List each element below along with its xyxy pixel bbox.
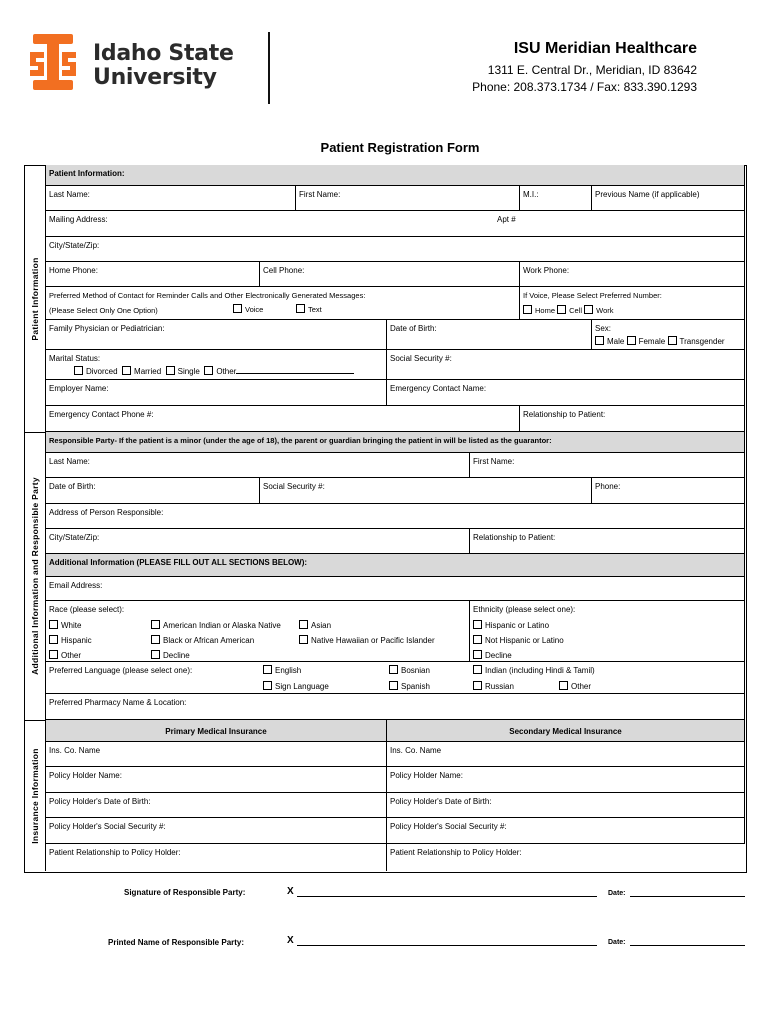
signature-label: Signature of Responsible Party: [124,888,246,897]
female-checkbox[interactable] [627,336,636,345]
signature-line[interactable] [297,896,597,897]
emergency-phone-field[interactable]: Emergency Contact Phone #: [46,406,520,432]
rp-phone-field[interactable]: Phone: [592,478,745,504]
eth-not-option[interactable]: Not Hispanic or Latino [473,635,564,646]
secondary-insurance-header: Secondary Medical Insurance [387,720,745,742]
russian-checkbox[interactable] [473,681,482,690]
header-divider [268,32,270,104]
org-phone-fax: Phone: 208.373.1734 / Fax: 833.390.1293 [472,80,697,94]
text-checkbox[interactable] [296,304,305,313]
english-checkbox[interactable] [263,665,272,674]
additional-info-header: Additional Information (PLEASE FILL OUT ALL SECTIONS BELOW): [46,554,745,577]
rp-last-name-field[interactable]: Last Name: [46,453,470,478]
ethnicity-field: Ethnicity (please select one): Hispanic or Latino Not Hispanic or Latino Decline [470,601,745,662]
lang-english-option[interactable]: English [263,665,301,676]
first-name-field[interactable]: First Name: [296,186,520,211]
race-amind-option[interactable]: American Indian or Alaska Native [151,620,281,631]
org-contact [472,62,697,96]
home-phone-field[interactable]: Home Phone: [46,262,260,287]
patient-info-header: Patient Information: [46,165,745,186]
preferred-contact-field: Preferred Method of Contact for Reminder Calls and Other Electronically Generated Messages: (Please Select Only One Option) Voice Text [46,287,520,320]
race-decline-checkbox[interactable] [151,650,160,659]
rp-dob-field[interactable]: Date of Birth: [46,478,260,504]
sex-female-option[interactable]: Female [627,337,666,346]
printed-date-label: Date: [608,939,626,946]
race-hispanic-option[interactable]: Hispanic [49,635,92,646]
single-checkbox[interactable] [166,366,175,375]
divorced-checkbox[interactable] [74,366,83,375]
work-phone-field[interactable]: Work Phone: [520,262,745,287]
sex-male-option[interactable]: Male [595,337,624,346]
eth-hispanic-checkbox[interactable] [473,620,482,629]
num-work-option[interactable]: Work [584,306,613,315]
secondary-holder-dob-field[interactable]: Policy Holder's Date of Birth: [387,793,745,818]
ms-other-option[interactable]: Other [204,367,236,376]
cell-checkbox[interactable] [557,305,566,314]
primary-holder-ssn-field[interactable]: Policy Holder's Social Security #: [46,818,387,844]
home-checkbox[interactable] [523,305,532,314]
org-address: 1311 E. Central Dr., Meridian, ID 83642 [487,63,697,77]
printed-name-label: Printed Name of Responsible Party: [108,938,245,947]
ms-divorced-option[interactable]: Divorced [74,367,118,376]
secondary-holder-ssn-field[interactable]: Policy Holder's Social Security #: [387,818,745,844]
secondary-holder-name-field[interactable]: Policy Holder Name: [387,767,745,793]
sign-checkbox[interactable] [263,681,272,690]
lang-other-option[interactable]: Other [559,681,591,692]
preferred-number-field: If Voice, Please Select Preferred Number: Home Cell Work [520,287,745,320]
race-field: Race (please select): White Hispanic Other American Indian or Alaska Native Black or African American Decline Asian Native Hawaiian or Pacific Islander [46,601,470,662]
race-other-checkbox[interactable] [49,650,58,659]
race-asian-option[interactable]: Asian [299,620,331,631]
bosnian-checkbox[interactable] [389,665,398,674]
sex-field: Sex: Male Female Transgender [592,320,745,350]
pharmacy-field[interactable]: Preferred Pharmacy Name & Location: [46,694,745,720]
lang-russian-option[interactable]: Russian [473,681,514,692]
previous-name-field[interactable]: Previous Name (if applicable) [592,186,745,211]
ms-single-option[interactable]: Single [166,367,200,376]
secondary-relationship-field[interactable]: Patient Relationship to Policy Holder: [390,848,522,857]
num-cell-option[interactable]: Cell [557,306,582,315]
lang-other-checkbox[interactable] [559,681,568,690]
race-white-option[interactable]: White [49,620,81,631]
emergency-relationship-field[interactable]: Relationship to Patient: [520,406,745,432]
primary-holder-name-field[interactable]: Policy Holder Name: [46,767,387,793]
eth-decline-option[interactable]: Decline [473,650,512,661]
mailing-address-field[interactable]: Mailing Address: Apt # [46,211,745,237]
university-wordmark: Idaho State University [93,41,234,90]
section-label-patient: Patient Information [24,165,46,433]
contact-text-option[interactable]: Text [296,304,322,315]
rp-city-field[interactable]: City/State/Zip: [46,529,470,554]
eth-hispanic-option[interactable]: Hispanic or Latino [473,620,549,631]
race-other-option[interactable]: Other [49,650,81,661]
work-checkbox[interactable] [584,305,593,314]
other-checkbox[interactable] [204,366,213,375]
form-title: Patient Registration Form [320,140,480,155]
amind-checkbox[interactable] [151,620,160,629]
lang-spanish-option[interactable]: Spanish [389,681,430,692]
num-home-option[interactable]: Home [523,306,555,315]
responsible-party-header: Responsible Party- If the patient is a minor (under the age of 18), the parent or guardian bringing the patient in will be listed as the guarantor: [46,432,745,453]
lang-indian-option[interactable]: Indian (including Hindi & Tamil) [473,665,595,676]
primary-holder-dob-field[interactable]: Policy Holder's Date of Birth: [46,793,387,818]
lang-bosnian-option[interactable]: Bosnian [389,665,430,676]
secondary-ins-name-field[interactable]: Ins. Co. Name [387,742,745,767]
primary-insurance-header: Primary Medical Insurance [46,720,387,742]
sex-trans-option[interactable]: Transgender [668,337,725,346]
signature-date-label: Date: [608,890,626,897]
primary-relationship-field[interactable]: Patient Relationship to Policy Holder: [46,844,387,871]
black-checkbox[interactable] [151,635,160,644]
language-label: Preferred Language (please select one): [49,666,193,675]
race-black-option[interactable]: Black or African American [151,635,254,646]
middle-initial-field[interactable]: M.I.: [520,186,592,211]
ms-other-line[interactable] [236,373,354,374]
signature-date-line[interactable] [630,896,745,897]
primary-ins-name-field[interactable]: Ins. Co. Name [46,742,387,767]
white-checkbox[interactable] [49,620,58,629]
section-label-insurance: Insurance Information [24,720,46,871]
hawaiian-checkbox[interactable] [299,635,308,644]
ssn-field[interactable]: Social Security #: [387,350,745,380]
city-state-zip-field[interactable]: City/State/Zip: [46,237,745,262]
marital-status-field: Marital Status: Divorced Married Single Other [46,350,387,380]
race-hawaiian-option[interactable]: Native Hawaiian or Pacific Islander [299,635,435,646]
race-decline-option[interactable]: Decline [151,650,190,661]
rp-relationship-field[interactable]: Relationship to Patient: [470,529,745,554]
dob-field[interactable]: Date of Birth: [387,320,592,350]
section-label-additional: Additional Information and Responsible Party [24,432,46,721]
last-name-field[interactable]: Last Name: [46,186,296,211]
signature-x: X [287,886,294,897]
physician-field[interactable]: Family Physician or Pediatrician: [46,320,387,350]
email-field[interactable]: Email Address: [46,577,745,601]
apt-label: Apt # [497,215,516,224]
spanish-checkbox[interactable] [389,681,398,690]
org-name: ISU Meridian Healthcare [513,40,697,57]
rp-ssn-field[interactable]: Social Security #: [260,478,592,504]
rp-first-name-field[interactable]: First Name: [470,453,745,478]
asian-checkbox[interactable] [299,620,308,629]
indian-checkbox[interactable] [473,665,482,674]
ms-married-option[interactable]: Married [122,367,161,376]
hispanic-checkbox[interactable] [49,635,58,644]
printed-name-line[interactable] [297,945,597,946]
employer-field[interactable]: Employer Name: [46,380,387,406]
printed-name-x: X [287,935,294,946]
male-checkbox[interactable] [595,336,604,345]
language-field [46,662,745,694]
transgender-checkbox[interactable] [668,336,677,345]
married-checkbox[interactable] [122,366,131,375]
isu-logo-icon [30,34,76,90]
printed-date-line[interactable] [630,945,745,946]
voice-checkbox[interactable] [233,304,242,313]
cell-phone-field[interactable]: Cell Phone: [260,262,520,287]
rp-address-field[interactable]: Address of Person Responsible: [46,504,745,529]
eth-not-checkbox[interactable] [473,635,482,644]
contact-voice-option[interactable]: Voice [233,304,263,315]
lang-sign-option[interactable]: Sign Language [263,681,329,692]
emergency-name-field[interactable]: Emergency Contact Name: [387,380,745,406]
eth-decline-checkbox[interactable] [473,650,482,659]
